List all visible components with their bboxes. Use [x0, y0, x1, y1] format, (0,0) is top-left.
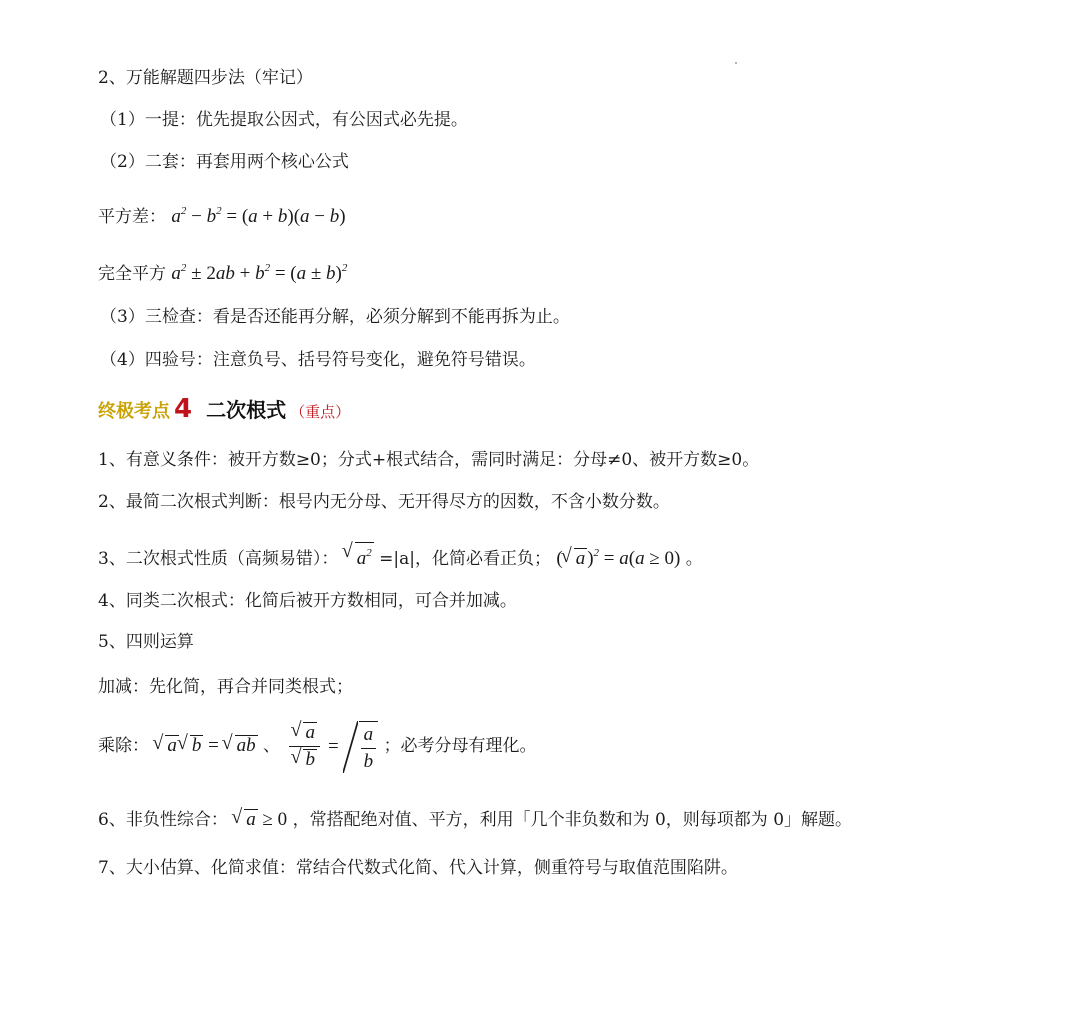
sqrt-product-rule: √ a√ b = √ ab	[154, 735, 257, 756]
item-end: 。	[685, 549, 703, 569]
item-7: 7、大小估算、化简求值：常结合代数式化简、代入计算，侧重符号与取值范围陷阱。	[98, 858, 738, 878]
section-number: 4	[174, 394, 193, 424]
section-title: 二次根式	[206, 398, 287, 422]
item-3	[98, 541, 703, 571]
item-text: ；必考分母有理化。	[383, 736, 537, 756]
nonnegativity-formula: √ a ≥ 0	[233, 809, 287, 830]
section-prefix: 终极考点	[98, 401, 170, 422]
sqrt-squared-identity: (√ a )$^2$ = a(a ≥ 0)	[556, 548, 680, 569]
section-heading	[98, 394, 350, 428]
section-tag: （重点）	[290, 403, 351, 421]
item-6	[98, 808, 852, 832]
sqrt-quotient-rule: √ a √ b = $\frac{a}{b}$	[285, 721, 378, 773]
item-5: 5、四则运算	[98, 632, 194, 652]
item-label: 3、二次根式性质（高频易错）：	[98, 549, 339, 569]
item-text: ，常搭配绝对值、平方，利用「几个非负数和为 0，则每项都为 0」解题。	[292, 810, 853, 830]
step-1: （1）一提：优先提取公因式，有公因式必先提。	[100, 110, 468, 130]
item-label: 6、非负性综合：	[98, 810, 228, 830]
item-4: 4、同类二次根式：化简后被开方数相同，可合并加减。	[98, 591, 517, 611]
step-2: （2）二套：再套用两个核心公式	[100, 152, 349, 172]
item-1: 1、有意义条件：被开方数≥0；分式+根式结合，需同时满足：分母≠0、被开方数≥0。	[98, 450, 760, 470]
formula-expression: $a^2 - b^2 = (a + b)(a - b)$	[171, 205, 346, 227]
method-heading: 2、万能解题四步法（牢记）	[98, 68, 313, 88]
step-3: （3）三检查：看是否还能再分解，必须分解到不能再拆为止。	[100, 307, 570, 327]
sqrt-a-squared: √ $a^2$	[344, 548, 374, 569]
item-2: 2、最简二次根式判断：根号内无分母、无开得尽方的因数，不含小数分数。	[98, 492, 670, 512]
formula-label: 完全平方	[98, 264, 166, 284]
formula-perfect-square	[98, 256, 347, 286]
item-5-mul-div	[98, 718, 537, 774]
separator: 、	[263, 736, 281, 756]
formula-difference-of-squares	[98, 199, 346, 229]
item-text: =|a|，化简必看正负；	[379, 549, 551, 569]
item-label: 乘除：	[98, 736, 149, 756]
item-5-add-sub: 加减：先化简，再合并同类根式；	[98, 677, 353, 697]
step-4: （4）四验号：注意负号、括号符号变化，避免符号错误。	[100, 350, 536, 370]
formula-expression: $a^2 \pm 2ab + b^2 = (a \pm b)^2$	[171, 262, 348, 284]
speck	[735, 62, 737, 64]
formula-label: 平方差：	[98, 207, 166, 227]
